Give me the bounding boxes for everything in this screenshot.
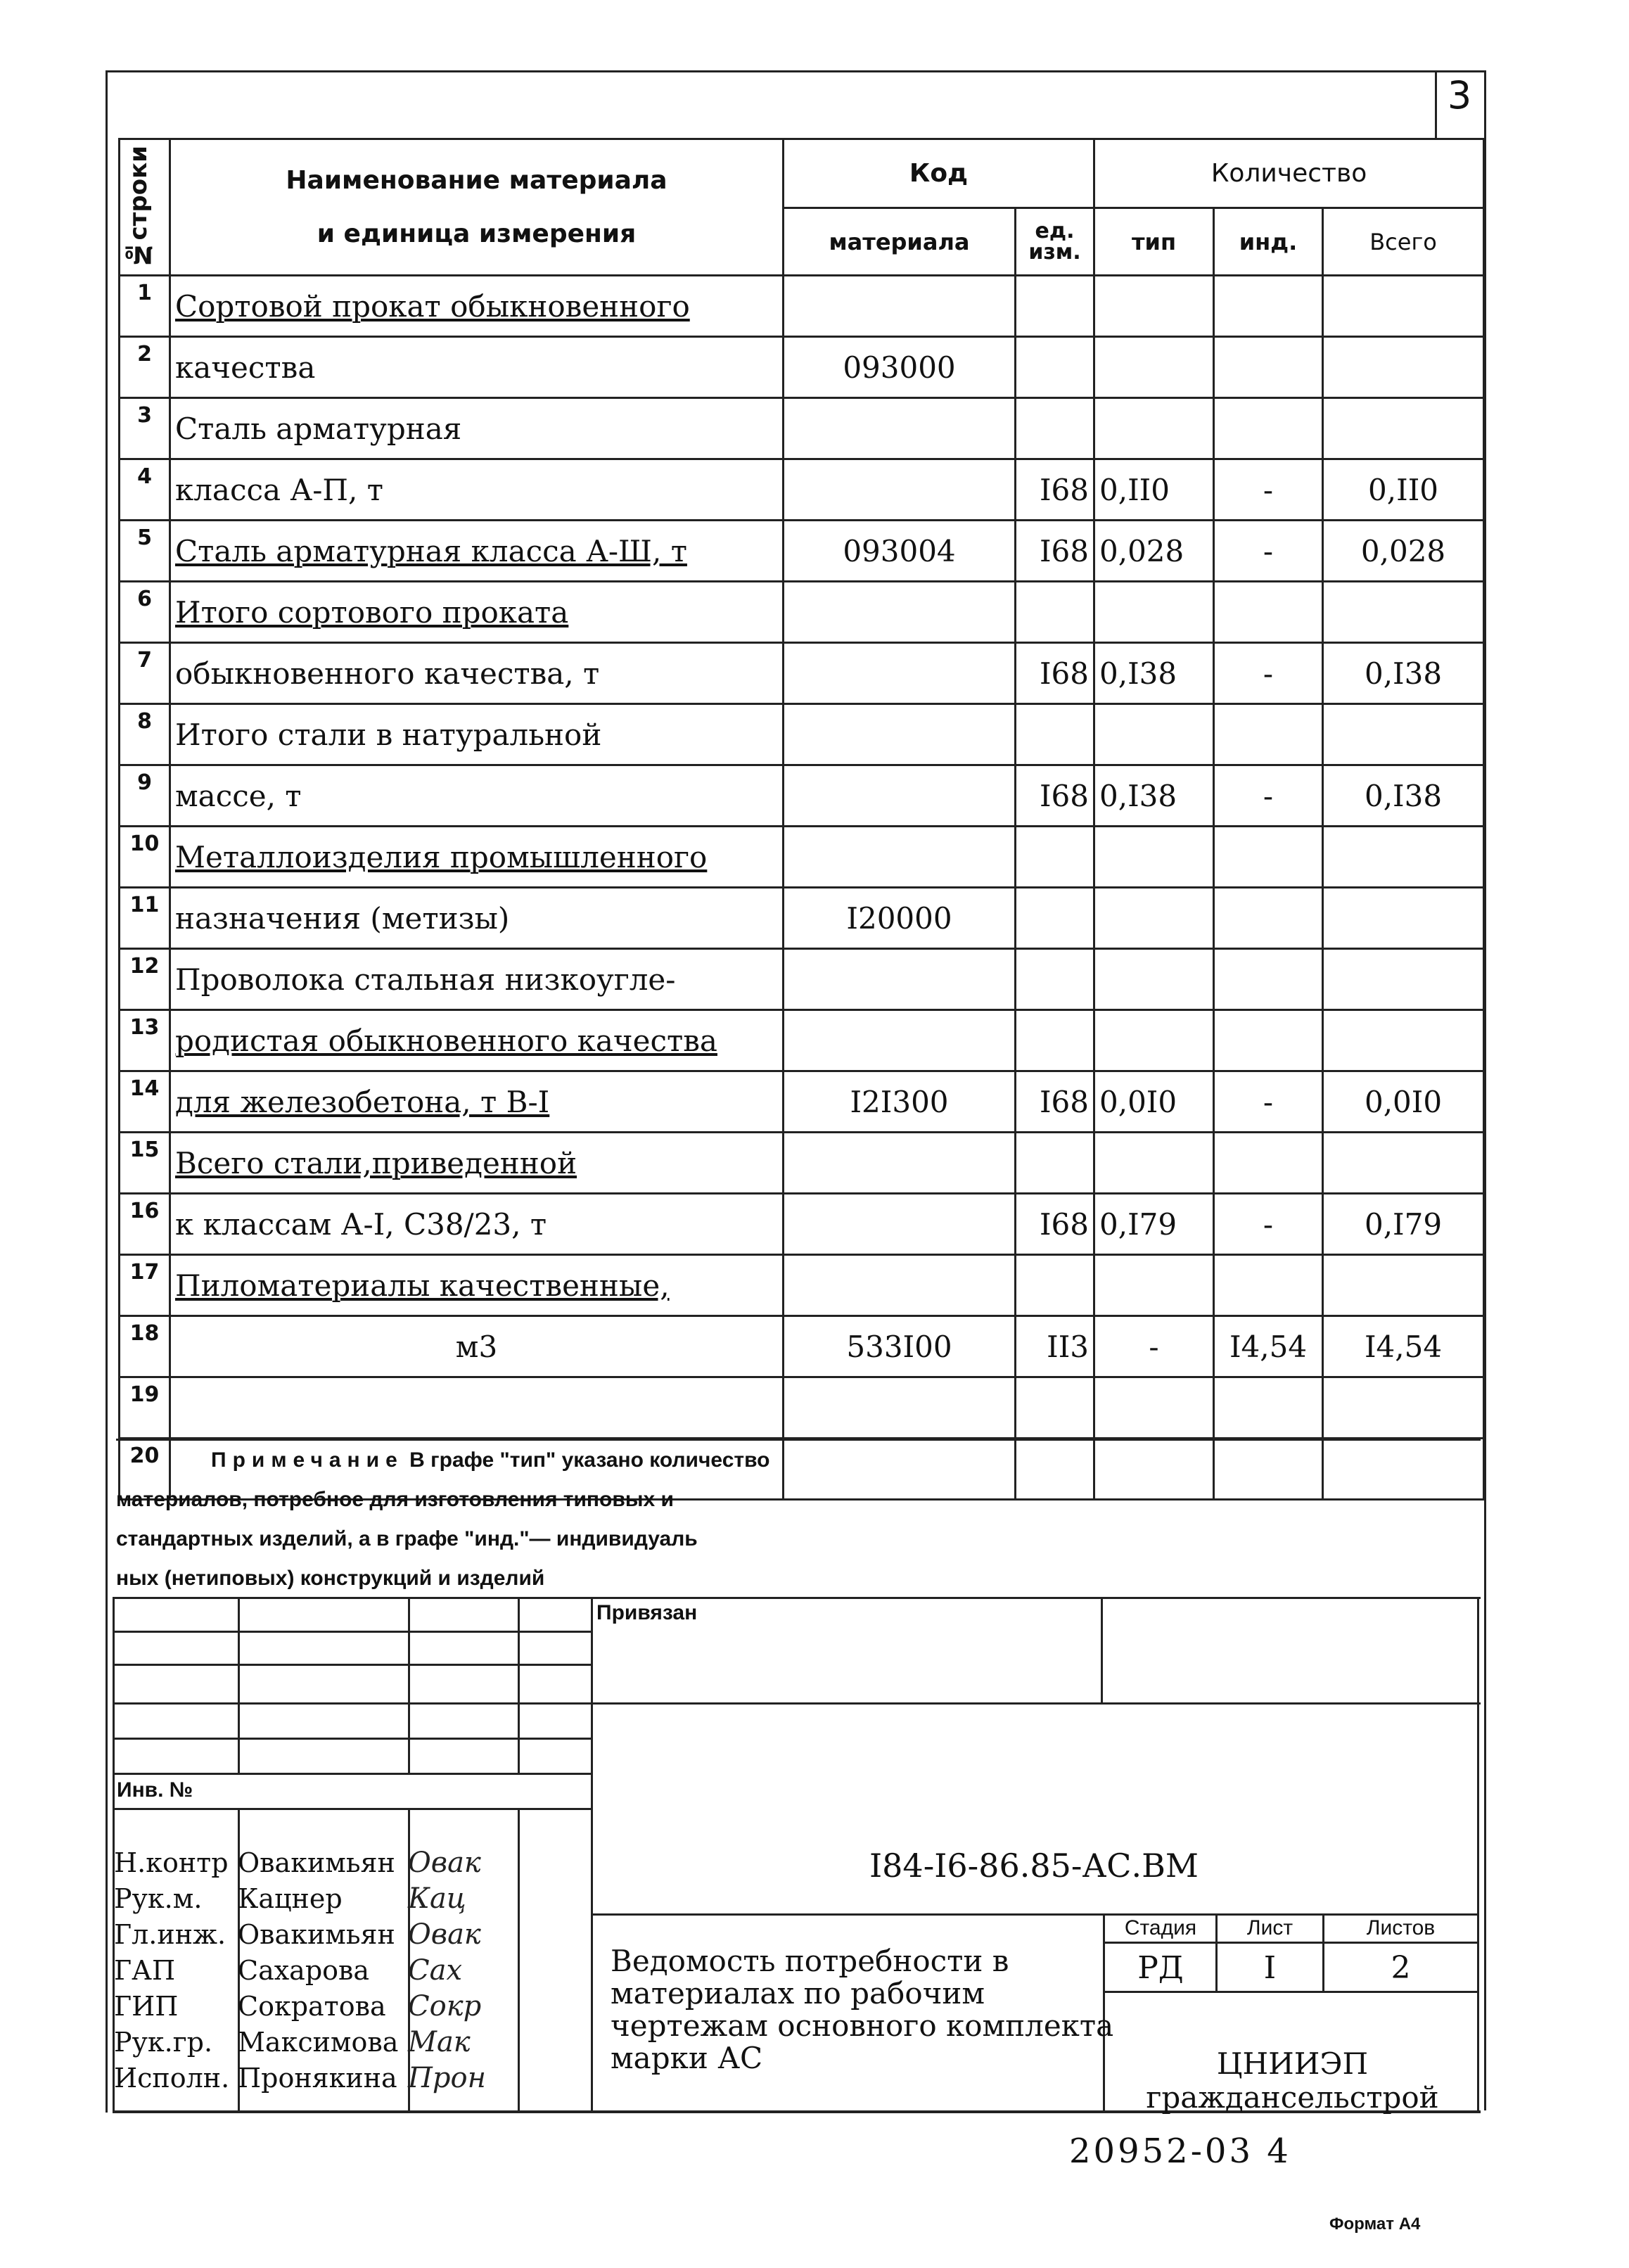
signature-row: Н.контр Овакимьян Овак [114,1846,481,1879]
sheets-value: 2 [1391,1950,1411,1986]
signature: Овак [408,1846,481,1879]
table-row: 9 массе, т I68 0,I38 - 0,I38 [120,765,1484,827]
stamp-vline [1101,1597,1103,1702]
table-row: 5 Сталь арматурная класса А-Ш, т 093004 I68 0,028 - 0,028 [120,521,1484,582]
header-qty-type: тип [1094,208,1214,276]
table-row: 19 [120,1377,1484,1439]
table-row: 3 Сталь арматурная [120,398,1484,459]
stamp-hline [113,1773,591,1775]
signature: Сах [408,1954,463,1987]
sheets-label: Листов [1366,1916,1436,1939]
materials-table [118,138,1485,1501]
table-row: 4 класса А-П, т I68 0,II0 - 0,II0 [120,459,1484,521]
signatures-block [114,1845,592,2096]
stamp-hline [113,1664,591,1666]
signature-row: Гл.инж. Овакимьян Овак [114,1918,481,1951]
stamp-hline [1103,1991,1477,1993]
signature: Мак [408,2025,471,2058]
table-row: 7 обыкновенного качества, т I68 0,I38 - 0,I38 [120,643,1484,704]
inv-label: Инв. № [117,1778,193,1802]
stage-label: Стадия [1124,1916,1197,1939]
note-label: Примечание [211,1448,404,1472]
signature: Прон [408,2061,486,2094]
header-code-unit: ед. изм. [1016,208,1094,276]
note-block [116,1439,1481,1599]
table-row: 10 Металлоизделия промышленного [120,827,1484,888]
table-row: 8 Итого стали в натуральной [120,704,1484,765]
stamp-hline [113,1738,591,1740]
header-row-no: №строки [120,139,170,276]
signature-row: Исполн. Пронякина Прон [114,2061,486,2094]
signature-row: ГАП Сахарова Сах [114,1954,463,1987]
header-name: Наименование материала и единица измерения [170,139,784,276]
format-label: Формат А4 [1329,2215,1421,2234]
stamp-hline [1103,1942,1477,1944]
signature: Кац [408,1882,466,1915]
signature: Овак [408,1918,481,1951]
table-row: 12 Проволока стальная низкоугле- [120,949,1484,1010]
table-row: 20 [120,1439,1484,1500]
header-code-group: Код [784,139,1094,208]
stamp-top-line [113,1597,1481,1599]
org-line-1: ЦНИИЭП [1216,2046,1369,2081]
table-row: 15 Всего стали,приведенной [120,1133,1484,1194]
stamp-right-line [1477,1597,1479,2110]
header-qty-group: Количество [1094,139,1484,208]
header-code-material: материала [784,208,1016,276]
page-number: 3 [1447,73,1472,117]
stamp-hline [113,1631,591,1633]
signature-row: Рук.гр. Максимова Мак [114,2025,471,2058]
note-line-1: В графе "тип" указано количество [409,1448,770,1472]
note-line-4: ных (нетиповых) конструкций и изделий [116,1567,545,1590]
organization [1108,2047,1477,2115]
table-row: 13 родистая обыкновенного качества [120,1010,1484,1071]
table-row: 1 Сортовой прокат обыкновенного [120,276,1484,337]
table-row: 6 Итого сортового проката [120,582,1484,643]
stage-value: РД [1137,1950,1184,1986]
header-qty-ind: инд. [1214,208,1323,276]
archive-number: 20952-03 4 [1069,2132,1291,2171]
sheet-value: I [1263,1950,1277,1986]
org-line-2: граждансельстрой [1146,2080,1439,2115]
stamp-hline [113,1702,1481,1705]
document-description: Ведомость потребности в материалах по рабочим чертежам основного комплекта марки АС [611,1944,1114,2075]
signature-row: Рук.м. Кацнер Кац [114,1882,466,1915]
table-row: 17 Пиломатериалы качественные, [120,1255,1484,1316]
stamp-vline [238,1597,240,1773]
table-row: 14 для железобетона, т В-I I2I300 I68 0,0I0 - 0,0I0 [120,1071,1484,1133]
sheet-label: Лист [1246,1916,1293,1939]
header-qty-total: Всего [1323,208,1484,276]
note-line-2: материалов, потребное для изготовления типовых и [116,1488,674,1511]
attached-label: Привязан [596,1601,698,1624]
stamp-vline [518,1597,520,1773]
table-row: 11 назначения (метизы) I20000 [120,888,1484,949]
table-row: 18 м3 533I00 II3 - I4,54 I4,54 [120,1316,1484,1377]
table-row: 16 к классам А-I, С38/23, т I68 0,I79 - 0,I79 [120,1194,1484,1255]
signature-row: ГИП Сократова Сокр [114,1989,482,2022]
stamp-hline [591,1913,1477,1916]
document-code: I84-I6-86.85-АС.ВМ [869,1847,1199,1885]
note-line-3: стандартных изделий, а в графе "инд."— индивидуаль [116,1527,698,1550]
signature: Сокр [408,1989,482,2022]
table-row: 2 качества 093000 [120,337,1484,398]
stamp-vline [408,1597,410,1773]
